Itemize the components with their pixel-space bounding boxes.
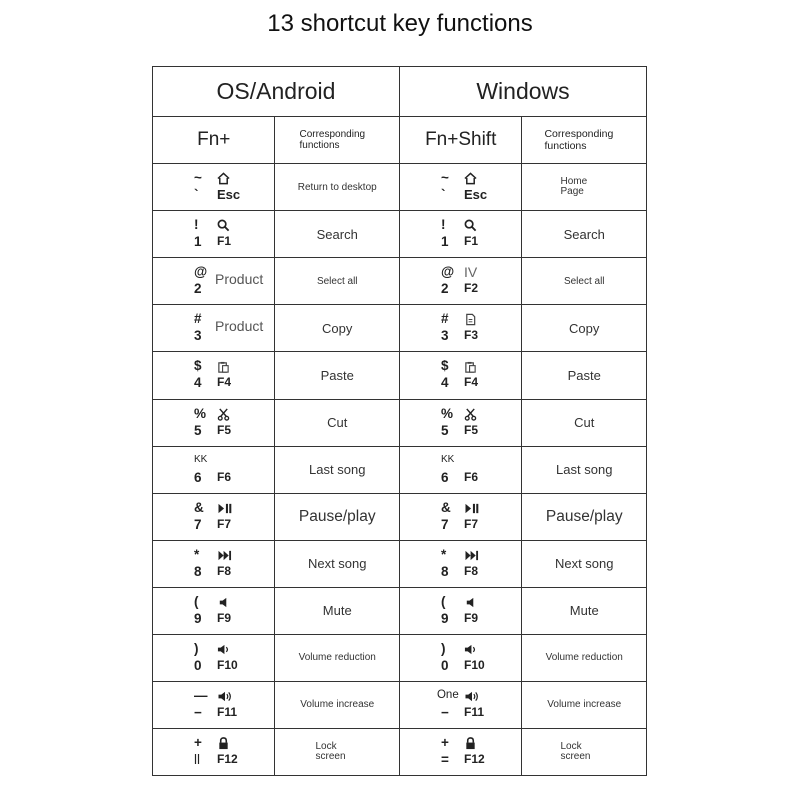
function-key-label: F12 xyxy=(217,751,238,766)
key-bottom-symbol: 0 xyxy=(194,657,202,673)
home-icon xyxy=(217,170,230,185)
os-key-6 xyxy=(153,399,275,446)
os-function-5: Paste xyxy=(275,352,400,399)
table-row xyxy=(153,493,647,540)
function-key-label: F9 xyxy=(463,610,478,625)
product-label: Product xyxy=(215,271,264,288)
mute-icon xyxy=(217,594,230,609)
key-top-symbol: * xyxy=(194,546,200,562)
os-function-9: Next song xyxy=(275,540,400,587)
paste-icon xyxy=(217,358,230,373)
lock-icon xyxy=(464,735,477,750)
function-key-label: F7 xyxy=(217,516,232,531)
key-bottom-symbol: 5 xyxy=(194,422,202,438)
os-key-10 xyxy=(153,587,275,634)
search-icon xyxy=(464,217,477,232)
os-key-4 xyxy=(153,305,275,352)
key-top-symbol: ( xyxy=(440,593,446,609)
key-bottom-symbol: ll xyxy=(194,751,200,767)
os-function-11: Volume reduction xyxy=(275,634,400,681)
win-function-7: Last song xyxy=(522,446,647,493)
table-row xyxy=(153,352,647,399)
home-icon xyxy=(464,170,477,185)
function-key-label: F4 xyxy=(463,375,478,390)
next-track-icon xyxy=(217,547,233,562)
function-key-label: F2 xyxy=(463,281,478,296)
one-label: One xyxy=(436,688,459,701)
key-bottom-symbol: 5 xyxy=(440,422,449,438)
key-bottom-symbol: 6 xyxy=(440,469,449,485)
key-top-symbol: # xyxy=(440,311,449,327)
os-key-8 xyxy=(153,493,275,540)
kk-label: KK xyxy=(440,453,455,465)
function-key-label: F6 xyxy=(217,469,232,484)
table-row xyxy=(153,399,647,446)
subheader-win-key: Fn+Shift xyxy=(399,117,521,164)
os-function-10: Mute xyxy=(275,587,400,634)
subheader-os-func: Corresponding functions xyxy=(275,117,400,164)
function-key-label: F4 xyxy=(217,375,232,390)
copy-icon xyxy=(464,311,477,326)
win-function-9: Next song xyxy=(522,540,647,587)
win-function-3: Select all xyxy=(522,258,647,305)
table-row xyxy=(153,258,647,305)
function-key-label: F9 xyxy=(217,610,232,625)
win-key-6 xyxy=(399,399,521,446)
key-bottom-symbol: 4 xyxy=(440,375,449,391)
os-function-4: Copy xyxy=(275,305,400,352)
kk-label: KK xyxy=(194,453,208,465)
key-top-symbol: @ xyxy=(194,264,208,280)
key-top-symbol: — xyxy=(194,687,208,703)
win-key-11 xyxy=(399,634,521,681)
os-key-2 xyxy=(153,211,275,258)
key-bottom-symbol: = xyxy=(440,751,449,767)
table-row xyxy=(153,587,647,634)
win-key-12 xyxy=(399,681,521,728)
win-key-1 xyxy=(399,164,521,211)
key-bottom-symbol: 1 xyxy=(194,234,202,250)
win-key-5 xyxy=(399,352,521,399)
key-top-symbol: & xyxy=(440,499,451,515)
function-key-label: F11 xyxy=(463,704,484,719)
key-bottom-symbol: 8 xyxy=(194,563,202,579)
os-function-13: Lock screen xyxy=(275,728,400,775)
scissors-icon xyxy=(464,406,477,421)
function-key-label: F5 xyxy=(463,422,478,437)
function-key-label: Esc xyxy=(463,187,488,203)
key-bottom-symbol: 2 xyxy=(440,281,449,297)
os-key-5 xyxy=(153,352,275,399)
key-bottom-symbol: 4 xyxy=(194,375,202,391)
win-key-8 xyxy=(399,493,521,540)
win-function-2: Search xyxy=(522,211,647,258)
key-top-symbol: # xyxy=(194,311,202,327)
win-key-13 xyxy=(399,728,521,775)
function-key-label: F1 xyxy=(217,234,232,249)
os-function-12: Volume increase xyxy=(275,681,400,728)
header-windows: Windows xyxy=(399,67,646,117)
play-pause-icon xyxy=(464,500,480,515)
os-key-9 xyxy=(153,540,275,587)
table-row xyxy=(153,540,647,587)
key-bottom-symbol: − xyxy=(194,704,202,720)
volume-down-icon xyxy=(464,641,477,656)
win-key-7 xyxy=(399,446,521,493)
key-bottom-symbol: 3 xyxy=(194,328,202,344)
win-function-12: Volume increase xyxy=(522,681,647,728)
os-function-1: Return to desktop xyxy=(275,164,400,211)
win-key-4 xyxy=(399,305,521,352)
table-row xyxy=(153,211,647,258)
play-pause-icon xyxy=(217,500,233,515)
key-bottom-symbol: 1 xyxy=(440,234,449,250)
key-top-symbol: @ xyxy=(440,264,455,280)
page-title: 13 shortcut key functions xyxy=(267,10,533,37)
function-key-label: F11 xyxy=(217,704,238,719)
key-top-symbol: ~ xyxy=(194,170,202,186)
volume-up-icon xyxy=(464,688,480,703)
win-function-10: Mute xyxy=(522,587,647,634)
function-key-label: F8 xyxy=(217,563,232,578)
win-key-10 xyxy=(399,587,521,634)
key-bottom-symbol: 2 xyxy=(194,281,202,297)
os-function-3: Select all xyxy=(275,258,400,305)
os-key-12 xyxy=(153,681,275,728)
function-key-label: F5 xyxy=(217,422,232,437)
key-top-symbol: ! xyxy=(194,217,199,233)
function-key-label: F7 xyxy=(463,516,478,531)
os-key-13 xyxy=(153,728,275,775)
paste-icon xyxy=(464,358,477,373)
subheader-win-func: Corresponding functions xyxy=(522,117,647,164)
volume-up-icon xyxy=(217,688,233,703)
table-row xyxy=(153,728,647,775)
key-top-symbol: ) xyxy=(440,640,446,656)
function-key-label: F6 xyxy=(463,469,478,484)
function-key-label: F8 xyxy=(463,563,478,578)
os-function-7: Last song xyxy=(275,446,400,493)
key-top-symbol: $ xyxy=(440,358,449,374)
lock-icon xyxy=(217,735,230,750)
win-key-3 xyxy=(399,258,521,305)
os-function-8: Pause/play xyxy=(275,493,400,540)
win-function-6: Cut xyxy=(522,399,647,446)
key-top-symbol: & xyxy=(194,499,204,515)
function-key-label: F12 xyxy=(463,751,485,766)
table-row xyxy=(153,681,647,728)
function-key-label: Esc xyxy=(217,187,241,203)
product-label: Product xyxy=(215,318,264,335)
key-bottom-symbol: 9 xyxy=(440,610,449,626)
win-function-4: Copy xyxy=(522,305,647,352)
shortcut-table xyxy=(152,66,647,776)
os-function-2: Search xyxy=(275,211,400,258)
key-top-symbol: * xyxy=(440,546,447,562)
table-row xyxy=(153,634,647,681)
key-bottom-symbol: 8 xyxy=(440,563,449,579)
function-key-label: F1 xyxy=(463,234,478,249)
win-function-13: Lock screen xyxy=(522,728,647,775)
iv-label: IV xyxy=(463,264,478,281)
key-top-symbol: + xyxy=(440,734,449,750)
table-row xyxy=(153,305,647,352)
key-bottom-symbol: ` xyxy=(440,187,446,203)
os-function-6: Cut xyxy=(275,399,400,446)
key-bottom-symbol: 7 xyxy=(194,516,202,532)
key-top-symbol: ( xyxy=(194,593,199,609)
key-top-symbol: $ xyxy=(194,358,202,374)
function-key-label: F10 xyxy=(217,657,238,672)
key-top-symbol: ~ xyxy=(440,170,449,186)
key-bottom-symbol: 0 xyxy=(440,657,449,673)
os-key-1 xyxy=(153,164,275,211)
win-key-9 xyxy=(399,540,521,587)
os-key-7 xyxy=(153,446,275,493)
win-function-11: Volume reduction xyxy=(522,634,647,681)
key-bottom-symbol: 9 xyxy=(194,610,202,626)
subheader-os-key: Fn+ xyxy=(153,117,275,164)
scissors-icon xyxy=(217,406,230,421)
function-key-label: F10 xyxy=(463,657,485,672)
next-track-icon xyxy=(464,547,480,562)
key-top-symbol: ! xyxy=(440,217,446,233)
key-top-symbol: ) xyxy=(194,640,199,656)
key-top-symbol: % xyxy=(440,405,453,421)
os-key-3 xyxy=(153,258,275,305)
key-bottom-symbol: 3 xyxy=(440,328,449,344)
table-row xyxy=(153,446,647,493)
win-function-1: Home Page xyxy=(522,164,647,211)
win-function-8: Pause/play xyxy=(522,493,647,540)
volume-down-icon xyxy=(217,641,230,656)
search-icon xyxy=(217,217,230,232)
key-bottom-symbol: ` xyxy=(194,187,199,203)
header-os: OS/Android xyxy=(153,67,400,117)
mute-icon xyxy=(464,594,477,609)
key-top-symbol: + xyxy=(194,734,202,750)
os-key-11 xyxy=(153,634,275,681)
key-bottom-symbol: 7 xyxy=(440,516,449,532)
key-bottom-symbol: 6 xyxy=(194,469,202,485)
key-bottom-symbol: − xyxy=(440,704,449,720)
function-key-label: F3 xyxy=(463,328,478,343)
table-row xyxy=(153,164,647,211)
win-key-2 xyxy=(399,211,521,258)
key-top-symbol: % xyxy=(194,405,207,421)
win-function-5: Paste xyxy=(522,352,647,399)
